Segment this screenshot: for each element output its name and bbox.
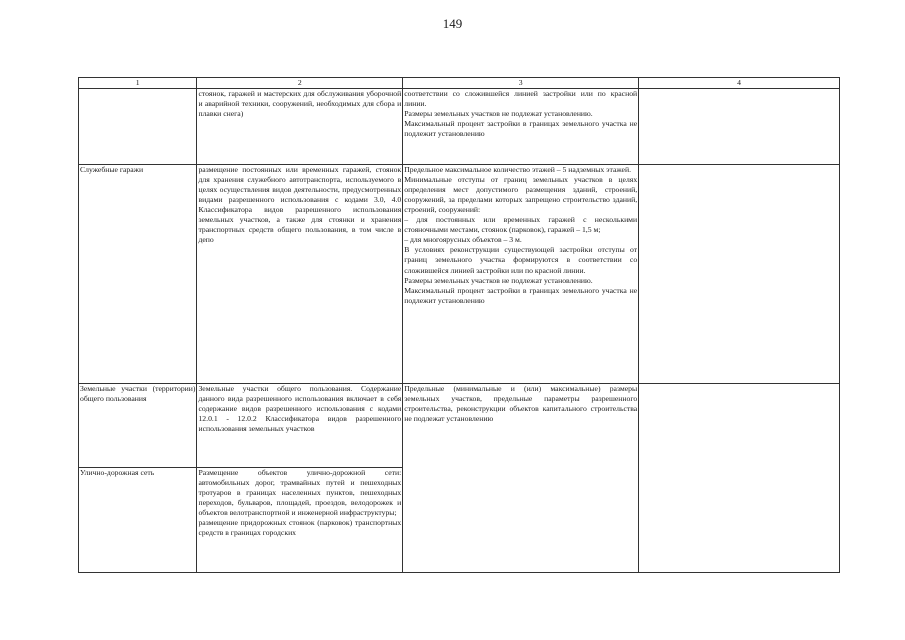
table-row: [79, 89, 840, 165]
regulations-table: [78, 77, 840, 573]
column-number: 1: [79, 78, 197, 89]
table-row: [79, 384, 840, 468]
column-number: 3: [403, 78, 639, 89]
use-type-description-cell: [197, 89, 403, 165]
parameters-paragraph: Максимальный процент застройки в границах земельного участка не подлежит установлению: [404, 285, 638, 305]
parameters-cell: [403, 89, 639, 165]
parameters-paragraph: – для многоярусных объектов – 3 м.: [404, 235, 522, 245]
description-paragraph: размещение придорожных стоянок (парковок) транспортных средств в границах городских: [198, 518, 402, 538]
parameters-paragraph: В условиях реконструкции существующей застройки отступы от границ земельного участка формируются в соответствии со сложившейся линией застройки или по красной линии.: [404, 245, 638, 275]
table-row: [79, 165, 840, 384]
column-number: 2: [197, 78, 403, 89]
parameters-paragraph: Предельное максимальное количество этажей – 5 надземных этажей.: [404, 165, 632, 175]
use-type-name-cell: Служебные гаражи: [79, 165, 197, 384]
use-type-description-cell: [197, 165, 403, 384]
restrictions-cell: [639, 89, 840, 165]
parameters-paragraph: Максимальный процент застройки в границах земельного участка не подлежит установлению: [404, 119, 638, 139]
description-paragraph: размещение постоянных или временных гаражей, стоянок для хранения служебного автотранспорта, используемого в целях осуществления видов деятельности, предусмотренных видами разрешенного использования с кодами 3.0, 4.0 Классификатора видов разрешенного использования земельных участков, а также для стоянки и хранения транспортных средств общего пользования, в том числе в депо: [198, 165, 402, 245]
parameters-paragraph: Минимальные отступы от границ земельных участков в целях определения мест допустимого размещения зданий, строений, сооружений, за пределами которых запрещено строительство зданий, строений, сооружений:: [404, 175, 638, 215]
use-type-name-cell: [79, 384, 197, 468]
use-type-name-cell: [79, 89, 197, 165]
parameters-cell: [403, 165, 639, 384]
parameters-paragraph: Размеры земельных участков не подлежат установлению.: [404, 109, 593, 119]
description-paragraph: Земельные участки общего пользования. Содержание данного вида разрешенного использования включает в себя содержание видов разрешенного использования с кодами 12.0.1 - 12.0.2 Классификатора видов разрешенного использования земельных участков: [198, 384, 402, 434]
parameters-paragraph: Размеры земельных участков не подлежат установлению.: [404, 275, 593, 285]
page-number: 149: [442, 16, 463, 31]
use-type-description-cell: [197, 384, 403, 468]
use-type-name: Земельные участки (территории) общего пользования: [80, 384, 196, 404]
parameters-paragraph: соответствии со сложившейся линией застройки или по красной линии.: [404, 89, 638, 109]
column-number-row: [79, 78, 840, 89]
description-paragraph: стоянок, гаражей и мастерских для обслуживания уборочной и аварийной техники, сооружений, необходимых для сбора и плавки снега): [198, 89, 402, 119]
description-paragraph: Размещение объектов улично-дорожной сети: автомобильных дорог, трамвайных путей и пешеходных тротуаров в границах населенных пунктов, пешеходных переходов, бульваров, площадей, проездов, велодорожек и объектов велотранспортной и инженерной инфраструктуры;: [198, 468, 402, 518]
restrictions-cell: [639, 384, 840, 573]
parameters-cell: [403, 384, 639, 573]
use-type-description-cell: [197, 468, 403, 573]
restrictions-cell: [639, 165, 840, 384]
column-number: 4: [639, 78, 840, 89]
parameters-paragraph: Предельные (минимальные и (или) максимальные) размеры земельных участков, предельные параметры разрешенного строительства, реконструкции объектов капитального строительства не подлежат установлению: [404, 384, 638, 424]
parameters-paragraph: – для постоянных или временных гаражей с несколькими стояночными местами, стоянок (парковок), гаражей – 1,5 м;: [404, 215, 638, 235]
use-type-name-cell: Улично-дорожная сеть: [79, 468, 197, 573]
